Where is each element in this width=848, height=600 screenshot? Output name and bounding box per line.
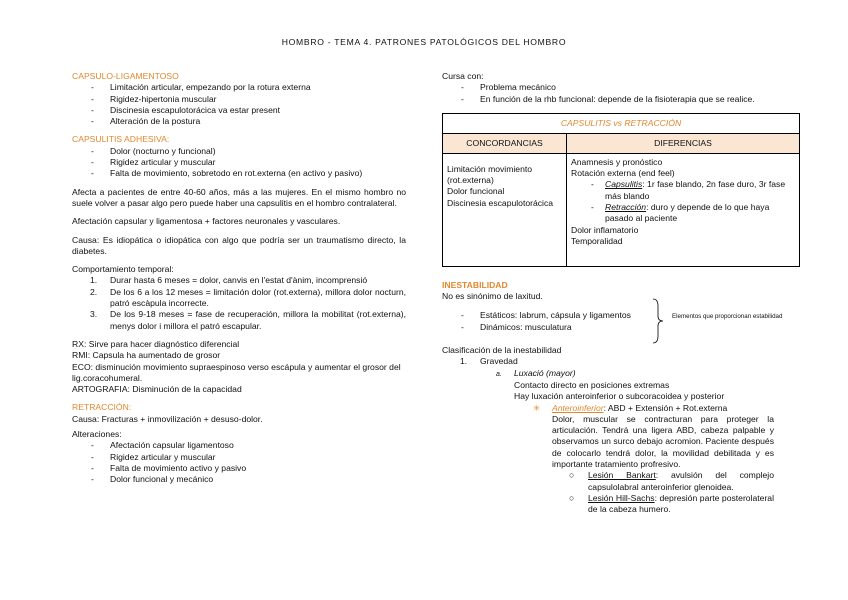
luxacion-line: a. Luxació (mayor) [496, 367, 576, 378]
list-item: - Estáticos: labrum, cápsula y ligamentos [442, 310, 804, 321]
test-artografia: ARTOGRAFIA: Disminución de la capacidad [72, 384, 242, 395]
table-cell-diferencias [567, 153, 800, 266]
paragraph-causa: Causa: Es idiopática o idiopática con algo que podría ser un traumatismo directo, la diabetes. [72, 234, 406, 256]
paragraph-afectacion: Afectación capsular y ligamentosa + factores neuronales y vasculares. [72, 216, 341, 227]
elementos-note: Elementos que proporcionan estabilidad [672, 313, 783, 321]
list-item: - Problema mecánico [442, 82, 804, 93]
list-item: - Falta de movimiento, sobretodo en rot.externa (en activo y pasivo) [72, 168, 406, 179]
heading-retraccion: RETRACCIÓN: [72, 402, 132, 413]
capsulo-list [72, 82, 406, 127]
list-item: 3. De los 9-18 meses = fase de recuperación, millora la mobilitat (rot.externa), menys dolor i millora el patró escapular. [90, 309, 406, 331]
table-cell-concordancias [443, 153, 567, 266]
list-item: - Capsulitis: 1r fase blando, 2n fase duro, 3r fase más blando [571, 179, 795, 202]
table-header-concordancias: CONCORDANCIAS [443, 133, 567, 153]
gravedad-line: 1. Gravedad [460, 356, 518, 367]
brace-icon [652, 298, 664, 344]
circle-bullet-icon: ○ [569, 470, 575, 481]
comparison-table [442, 113, 800, 267]
list-item: - Falta de movimiento activo y pasivo [72, 463, 406, 474]
test-eco: ECO: disminución movimiento supraespinoso verso escápula y aumentar el grosor del lig.coracohumeral. [72, 361, 401, 383]
list-item: - Rigidez-hipertonia muscular [72, 94, 406, 105]
bankart-line: ○ Lesión Bankart: avulsión del complejo capsulolabral anteroinferior glenoidea. [569, 470, 774, 492]
table-caption: CAPSULITIS vs RETRACCIÓN [443, 113, 800, 133]
test-rmi: RMI: Capsula ha aumentado de grosor [72, 350, 221, 361]
circle-bullet-icon: ○ [569, 492, 575, 503]
comportamiento-label: Comportamiento temporal: [72, 264, 174, 275]
inest-line: No es sinónimo de laxitud. [442, 291, 543, 302]
cell-line: Limitación movimiento [447, 163, 533, 174]
list-item: - Limitación articular, empezando por la rotura externa [72, 82, 406, 93]
list-item: - Afectación capsular ligamentoso [72, 440, 406, 451]
heading-capsulo-ligamentoso: CAPSULO-LIGAMENTOSO [72, 71, 179, 81]
cursa-label: Cursa con: [442, 71, 484, 81]
luxacion-desc-2: Hay luxación anteroinferior o subcoracoidea y posterior [514, 391, 725, 402]
anteroinferior-line: ✳ Anteroinferior: ABD + Extensión + Rot.externa [533, 402, 728, 413]
retraccion-causa: Causa: Fracturas + inmovilización + desuso-dolor. [72, 413, 263, 424]
list-item: - Discinesia escapulotorácica va estar present [72, 105, 406, 116]
right-column [442, 71, 804, 516]
list-item: - Retracción: duro y depende de lo que haya pasado al paciente [571, 202, 795, 225]
list-item: - Dolor funcional y mecánico [72, 474, 406, 485]
list-item: - Rigidez articular y muscular [72, 452, 406, 463]
cell-line: (rot.externa) [447, 175, 494, 186]
list-item: - Alteración de la postura [72, 116, 406, 127]
list-item: - Dolor (nocturno y funcional) [72, 146, 406, 157]
bullet-star-icon: ✳ [533, 402, 541, 413]
anteroinferior-paragraph: Dolor, muscular se contracturan para proteger la articulación. Tendrá una ligera ABD, cabeza palpable y observamos un surco debajo acromion. Paciente después de colocarlo tendrá dolor, la movilidad debilitada y es importante tratamiento profresivo. [552, 413, 774, 470]
test-rx: RX: Sirve para hacer diagnóstico diferencial [72, 338, 240, 349]
cell-line: Anamnesis y pronóstico [571, 156, 663, 167]
cell-line: Dolor funcional [447, 186, 505, 197]
heading-capsulitis-adhesiva: CAPSULITIS ADHESIVA: [72, 134, 170, 145]
alteraciones-label: Alteraciones: [72, 429, 122, 440]
cell-line: Discinesia escapulotorácica [447, 197, 554, 208]
cursa-list [442, 82, 804, 105]
adhesiva-list [72, 146, 406, 180]
clasificacion-label: Clasificación de la inestabilidad [442, 345, 562, 356]
list-item: - En función de la rhb funcional: depende de la fisioterapia que se realice. [442, 94, 804, 105]
cell-line: Rotación externa (end feel) [571, 168, 675, 179]
comportamiento-list [72, 275, 406, 331]
list-item: 2. De los 6 a los 12 meses = limitación dolor (rot.externa), millora dolor nocturn, patró escàpula incorrecte. [90, 286, 406, 309]
elementos-block [442, 310, 804, 333]
luxacion-desc-1: Contacto directo en posiciones extremas [514, 379, 670, 390]
cell-line: Temporalidad [571, 235, 623, 246]
left-column [72, 71, 406, 486]
page-title: HOMBRO - TEMA 4. PATRONES PATOLÓGICOS DEL HOMBRO [281, 37, 567, 47]
diferencias-sublist [571, 179, 795, 224]
alteraciones-list [72, 440, 406, 485]
list-item: - Rigidez articular y muscular [72, 157, 406, 168]
list-item: 1. Durar hasta 6 meses = dolor, canvis en l'estat d'ànim, incomprensió [90, 275, 368, 286]
table-header-diferencias: DIFERENCIAS [567, 133, 800, 153]
list-item: - Dinámicos: musculatura [442, 322, 804, 333]
heading-inestabilidad: INESTABILIDAD [442, 279, 508, 290]
hill-sachs-line: ○ Lesión Hill-Sachs: depresión parte posterolateral de la cabeza humero. [569, 492, 774, 515]
paragraph-afecta: Afecta a pacientes de entre 40-60 años, más a las mujeres. En el mismo hombro no suele volver a pasar algo pero puede haber una capsulitis en el hombro contralateral. [72, 186, 406, 208]
cell-line: Dolor inflamatorio [571, 224, 639, 235]
